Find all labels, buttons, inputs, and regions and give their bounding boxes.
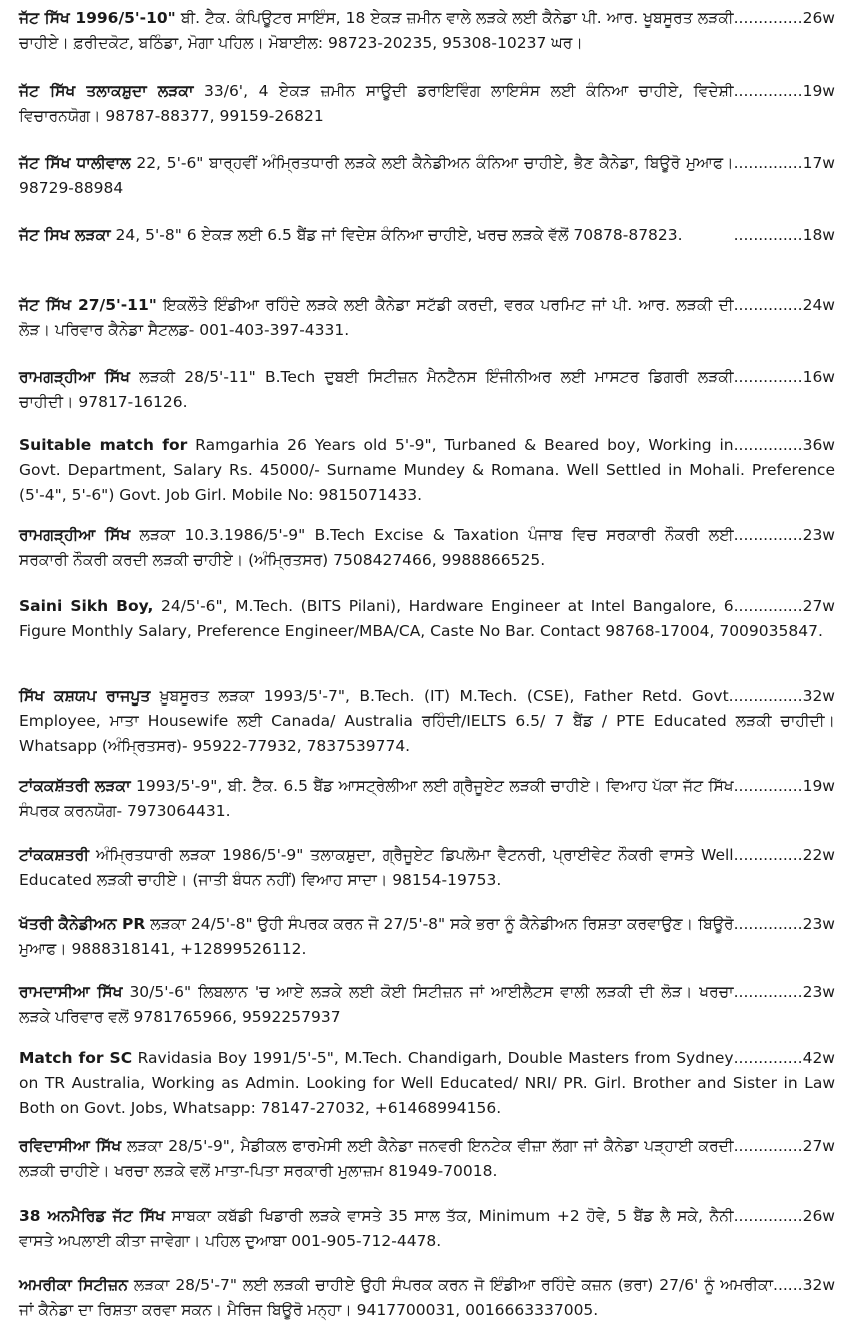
ad-code: ..............19w (733, 82, 835, 100)
ad-text: ਲੜਕਾ 10.3.1986/5'-9" B.Tech Excise & Taxation ਪੰਜਾਬ ਵਿਚ ਸਰਕਾਰੀ ਨੌਕਰੀ ਲਈ ਸਰਕਾਰੀ ਨੌਕਰੀ ਕਰਦੀ ਲੜਕੀ ਚਾਹੀਏ। (ਅੰਮ੍ਰਿਤਸਰ) 7508427466, 9988866525. (19, 526, 734, 569)
ad-code: ......32w (773, 1276, 835, 1294)
ad-lead: ਟਾਂਕਕਸ਼ਤਰੀ (19, 846, 89, 864)
ad-text: ਸਾਬਕਾ ਕਬੱਡੀ ਖਿਡਾਰੀ ਲੜਕੇ ਵਾਸਤੇ 35 ਸਾਲ ਤੱਕ, Minimum +2 ਹੋਵੇ, 5 ਬੈਂਡ ਲੈ ਸਕੇ, ਨੈਨੀ ਵਾਸਤੇ ਅਪਲਾਈ ਕੀਤਾ ਜਾਵੇਗਾ। ਪਹਿਲ ਦੁਆਬਾ 001-905-712-4478. (19, 1207, 734, 1250)
ad-lead: ਰਵਿਦਾਸੀਆ ਸਿੱਖ (19, 1137, 122, 1155)
ad-code: ..............32w (733, 687, 835, 705)
ad-lead: Match for SC (19, 1049, 133, 1067)
ad-lead: Suitable match for (19, 436, 188, 454)
ad-text: ਲੜਕਾ 24/5'-8" ਉਹੀ ਸੰਪਰਕ ਕਰਨ ਜੋ 27/5'-8" ਸਕੇ ਭਰਾ ਨੂੰ ਕੈਨੇਡੀਅਨ ਰਿਸ਼ਤਾ ਕਰਵਾਉਣ। ਬਿਊਰੋ ਮੁਆਫ। 9888318141, +12899526112. (19, 915, 734, 958)
ad-code: ..............19w (733, 777, 835, 795)
ad-item (19, 523, 835, 573)
ad-code: ..............22w (733, 846, 835, 864)
ad-text: ਅੰਮ੍ਰਿਤਧਾਰੀ ਲੜਕਾ 1986/5'-9" ਤਲਾਕਸ਼ੁਦਾ, ਗ੍ਰੈਜੂਏਟ ਡਿਪਲੋਮਾ ਵੈਟਨਰੀ, ਪ੍ਰਾਈਵੇਟ ਨੌਕਰੀ ਵਾਸਤੇ Well Educated ਲੜਕੀ ਚਾਹੀਏ। (ਜਾਤੀ ਬੰਧਨ ਨਹੀਂ) ਵਿਆਹ ਸਾਦਾ। 98154-19753. (19, 846, 734, 889)
ad-item (19, 1046, 835, 1121)
ad-code: ..............23w (733, 526, 835, 544)
ad-item (19, 774, 835, 824)
ad-item (19, 365, 835, 415)
ad-lead: ਅਮਰੀਕਾ ਸਿਟੀਜ਼ਨ (19, 1276, 128, 1294)
ad-text: ਖ਼ੂਬਸੂਰਤ ਲੜਕਾ 1993/5'-7", B.Tech. (IT) M.Tech. (CSE), Father Retd. Govt. Employee, ਮਾਤਾ Housewife ਲਈ Canada/ Australia ਰਹਿੰਦੀ/IELTS 6.5/ 7 ਬੈਂਡ / PTE Educated ਲੜਕੀ ਚਾਹੀਦੀ। Whatsapp (ਅੰਮ੍ਰਿਤਸਰ)- 95922-77932, 7837539774. (19, 687, 835, 755)
ad-item (19, 912, 835, 962)
ad-lead: 38 ਅਨਮੈਰਿਡ ਜੱਟ ਸਿੱਖ (19, 1207, 165, 1225)
ad-text: ਲੜਕਾ 28/5'-9", ਮੈਡੀਕਲ ਫਾਰਮੇਸੀ ਲਈ ਕੈਨੇਡਾ ਜਨਵਰੀ ਇਨਟੇਕ ਵੀਜ਼ਾ ਲੱਗਾ ਜਾਂ ਕੈਨੇਡਾ ਪੜ੍ਹਾਈ ਕਰਦੀ ਲੜਕੀ ਚਾਹੀਏ। ਖਰਚਾ ਲੜਕੇ ਵਲੋਂ ਮਾਤਾ-ਪਿਤਾ ਸਰਕਾਰੀ ਮੁਲਾਜ਼ਮ 81949-70018. (19, 1137, 734, 1180)
ad-text: 22, 5'-6" ਬਾਰ੍ਹਵੀਂ ਅੰਮ੍ਰਿਤਧਾਰੀ ਲੜਕੇ ਲਈ ਕੈਨੇਡੀਅਨ ਕੰਨਿਆ ਚਾਹੀਏ, ਭੈਣ ਕੈਨੇਡਾ, ਬਿਊਰੋ ਮੁਆਫ। 98729-88984 (19, 154, 734, 197)
ad-text: Ravidasia Boy 1991/5'-5", M.Tech. Chandigarh, Double Masters from Sydney on TR Australia, Working as Admin. Looking for Well Educated/ NRI/ PR. Girl. Brother and Sister in Law Both on Govt. Jobs, Whatsapp: 78147-27032, +61468994156. (19, 1049, 835, 1117)
ad-lead: ਜੱਟ ਸਿੱਖ 1996/5'-10" (19, 9, 176, 27)
ad-item (19, 1134, 835, 1184)
ad-lead: ਜੱਟ ਸਿੱਖ ਤਲਾਕਸ਼ੁਦਾ ਲੜਕਾ (19, 82, 194, 100)
ad-lead: ਰਾਮਗੜ੍ਹੀਆ ਸਿੱਖ (19, 368, 131, 386)
ad-item (19, 594, 835, 644)
ad-text: 1993/5'-9", ਬੀ. ਟੈੱਕ. 6.5 ਬੈਂਡ ਆਸਟ੍ਰੇਲੀਆ ਲਈ ਗ੍ਰੈਜੂਏਟ ਲੜਕੀ ਚਾਹੀਏ। ਵਿਆਹ ਪੱਕਾ ਜੱਟ ਸਿੱਖ ਸੰਪਰਕ ਕਰਨਯੋਗ- 7973064431. (19, 777, 734, 820)
ad-lead: ਜੱਟ ਸਿਖ ਲੜਕਾ (19, 226, 111, 244)
ad-item (19, 684, 835, 759)
ad-code: ..............27w (733, 597, 835, 615)
ad-code: ..............23w (733, 915, 835, 933)
ad-text: ਇਕਲੌਤੇ ਇੰਡੀਆ ਰਹਿੰਦੇ ਲੜਕੇ ਲਈ ਕੈਨੇਡਾ ਸਟੱਡੀ ਕਰਦੀ, ਵਰਕ ਪਰਮਿਟ ਜਾਂ ਪੀ. ਆਰ. ਲੜਕੀ ਦੀ ਲੋੜ। ਪਰਿਵਾਰ ਕੈਨੇਡਾ ਸੈਟਲਡ- 001-403-397-4331. (19, 296, 734, 339)
ad-item (19, 433, 835, 508)
ad-item (19, 1204, 835, 1254)
ad-lead: ਜੱਟ ਸਿੱਖ 27/5'-11" (19, 296, 157, 314)
ad-lead: Saini Sikh Boy, (19, 597, 154, 615)
ad-item (19, 293, 835, 343)
ad-code: ..............18w (733, 226, 835, 244)
ad-lead: ਰਾਮਦਾਸੀਆ ਸਿੱਖ (19, 983, 123, 1001)
ad-text: 24, 5'-8" 6 ਏਕੜ ਲਈ 6.5 ਬੈਂਡ ਜਾਂ ਵਿਦੇਸ਼ ਕੰਨਿਆ ਚਾਹੀਏ, ਖਰਚ ਲੜਕੇ ਵੱਲੋਂ 70878-87823. (110, 226, 683, 244)
ad-code: ..............26w (733, 1207, 835, 1225)
ad-code: ..............24w (733, 296, 835, 314)
ad-text: 30/5'-6" ਲਿਬਲਾਨ 'ਚ ਆਏ ਲੜਕੇ ਲਈ ਕੋਈ ਸਿਟੀਜ਼ਨ ਜਾਂ ਆਈਲੈਟਸ ਵਾਲੀ ਲੜਕੀ ਦੀ ਲੋੜ। ਖਰਚਾ ਲੜਕੇ ਪਰਿਵਾਰ ਵਲੋਂ 9781765966, 9592257937 (19, 983, 734, 1026)
ad-code: ..............16w (733, 368, 835, 386)
ad-lead: ਟਾਂਕਕਸ਼ੱਤਰੀ ਲੜਕਾ (19, 777, 131, 795)
ad-code: ..............23w (733, 983, 835, 1001)
ad-lead: ਰਾਮਗੜ੍ਹੀਆ ਸਿੱਖ (19, 526, 131, 544)
ad-lead: ਖੱਤਰੀ ਕੈਨੇਡੀਅਨ PR (19, 915, 146, 933)
ad-item (19, 151, 835, 201)
ad-text: ਲੜਕਾ 28/5'-7" ਲਈ ਲੜਕੀ ਚਾਹੀਏ ਉਹੀ ਸੰਪਰਕ ਕਰਨ ਜੋ ਇੰਡੀਆ ਰਹਿੰਦੇ ਕਜ਼ਨ (ਭਰਾ) 27/6' ਨੂੰ ਅਮਰੀਕਾ ਜਾਂ ਕੈਨੇਡਾ ਦਾ ਰਿਸ਼ਤਾ ਕਰਵਾ ਸਕਨ। ਮੈਰਿਜ ਬਿਊਰੋ ਮਨ੍ਹਾ। 9417700031, 0016663337005. (19, 1276, 774, 1319)
ad-text: 24/5'-6", M.Tech. (BITS Pilani), Hardware Engineer at Intel Bangalore, 6 Figure Monthly Salary, Preference Engineer/MBA/CA, Caste No Bar. Contact 98768-17004, 7009035847. (19, 597, 823, 640)
ad-item (19, 6, 835, 56)
ad-item (19, 79, 835, 129)
ad-code: ..............42w (733, 1049, 835, 1067)
ad-text: ਲੜਕੀ 28/5'-11" B.Tech ਦੁਬਈ ਸਿਟੀਜ਼ਨ ਮੈਨਟੈਨਸ ਇੰਜੀਨੀਅਰ ਲਈ ਮਾਸਟਰ ਡਿਗਰੀ ਲੜਕੀ ਚਾਹੀਦੀ। 97817-16126. (19, 368, 734, 411)
ad-lead: ਸਿੱਖ ਕਸ਼ਯਪ ਰਾਜਪੂਤ (19, 687, 151, 705)
ad-item (19, 223, 835, 248)
ad-item (19, 980, 835, 1030)
ad-item (19, 1273, 835, 1323)
ad-code: ..............36w (733, 436, 835, 454)
ad-item (19, 843, 835, 893)
ad-text: ਬੀ. ਟੈਕ. ਕੰਪਿਊਟਰ ਸਾਇੰਸ, 18 ਏਕੜ ਜ਼ਮੀਨ ਵਾਲੇ ਲੜਕੇ ਲਈ ਕੈਨੇਡਾ ਪੀ. ਆਰ. ਖੂਬਸੂਰਤ ਲੜਕੀ ਚਾਹੀਏ। ਫ਼ਰੀਦਕੋਟ, ਬਠਿੰਡਾ, ਮੋਗਾ ਪਹਿਲ। ਮੋਬਾਈਲ: 98723-20235, 95308-10237 ਘਰ। (19, 9, 734, 52)
ad-text: Ramgarhia 26 Years old 5'-9", Turbaned & Beared boy, Working in Govt. Department, Salary Rs. 45000/- Surname Mundey & Romana. Well Settled in Mohali. Preference (5'-4", 5'-6") Govt. Job Girl. Mobile No: 9815071433. (19, 436, 835, 504)
ad-lead: ਜੱਟ ਸਿੱਖ ਧਾਲੀਵਾਲ (19, 154, 131, 172)
ad-code: ..............26w (733, 9, 835, 27)
ad-code: ..............17w (733, 154, 835, 172)
ad-code: ..............27w (733, 1137, 835, 1155)
ad-text: 33/6', 4 ਏਕੜ ਜ਼ਮੀਨ ਸਾਊਦੀ ਡਰਾਇਵਿੰਗ ਲਾਇਸੰਸ ਲਈ ਕੰਨਿਆ ਚਾਹੀਏ, ਵਿਦੇਸ਼ੀ ਵਿਚਾਰਨਯੋਗ। 98787-88377, 99159-26821 (19, 82, 734, 125)
